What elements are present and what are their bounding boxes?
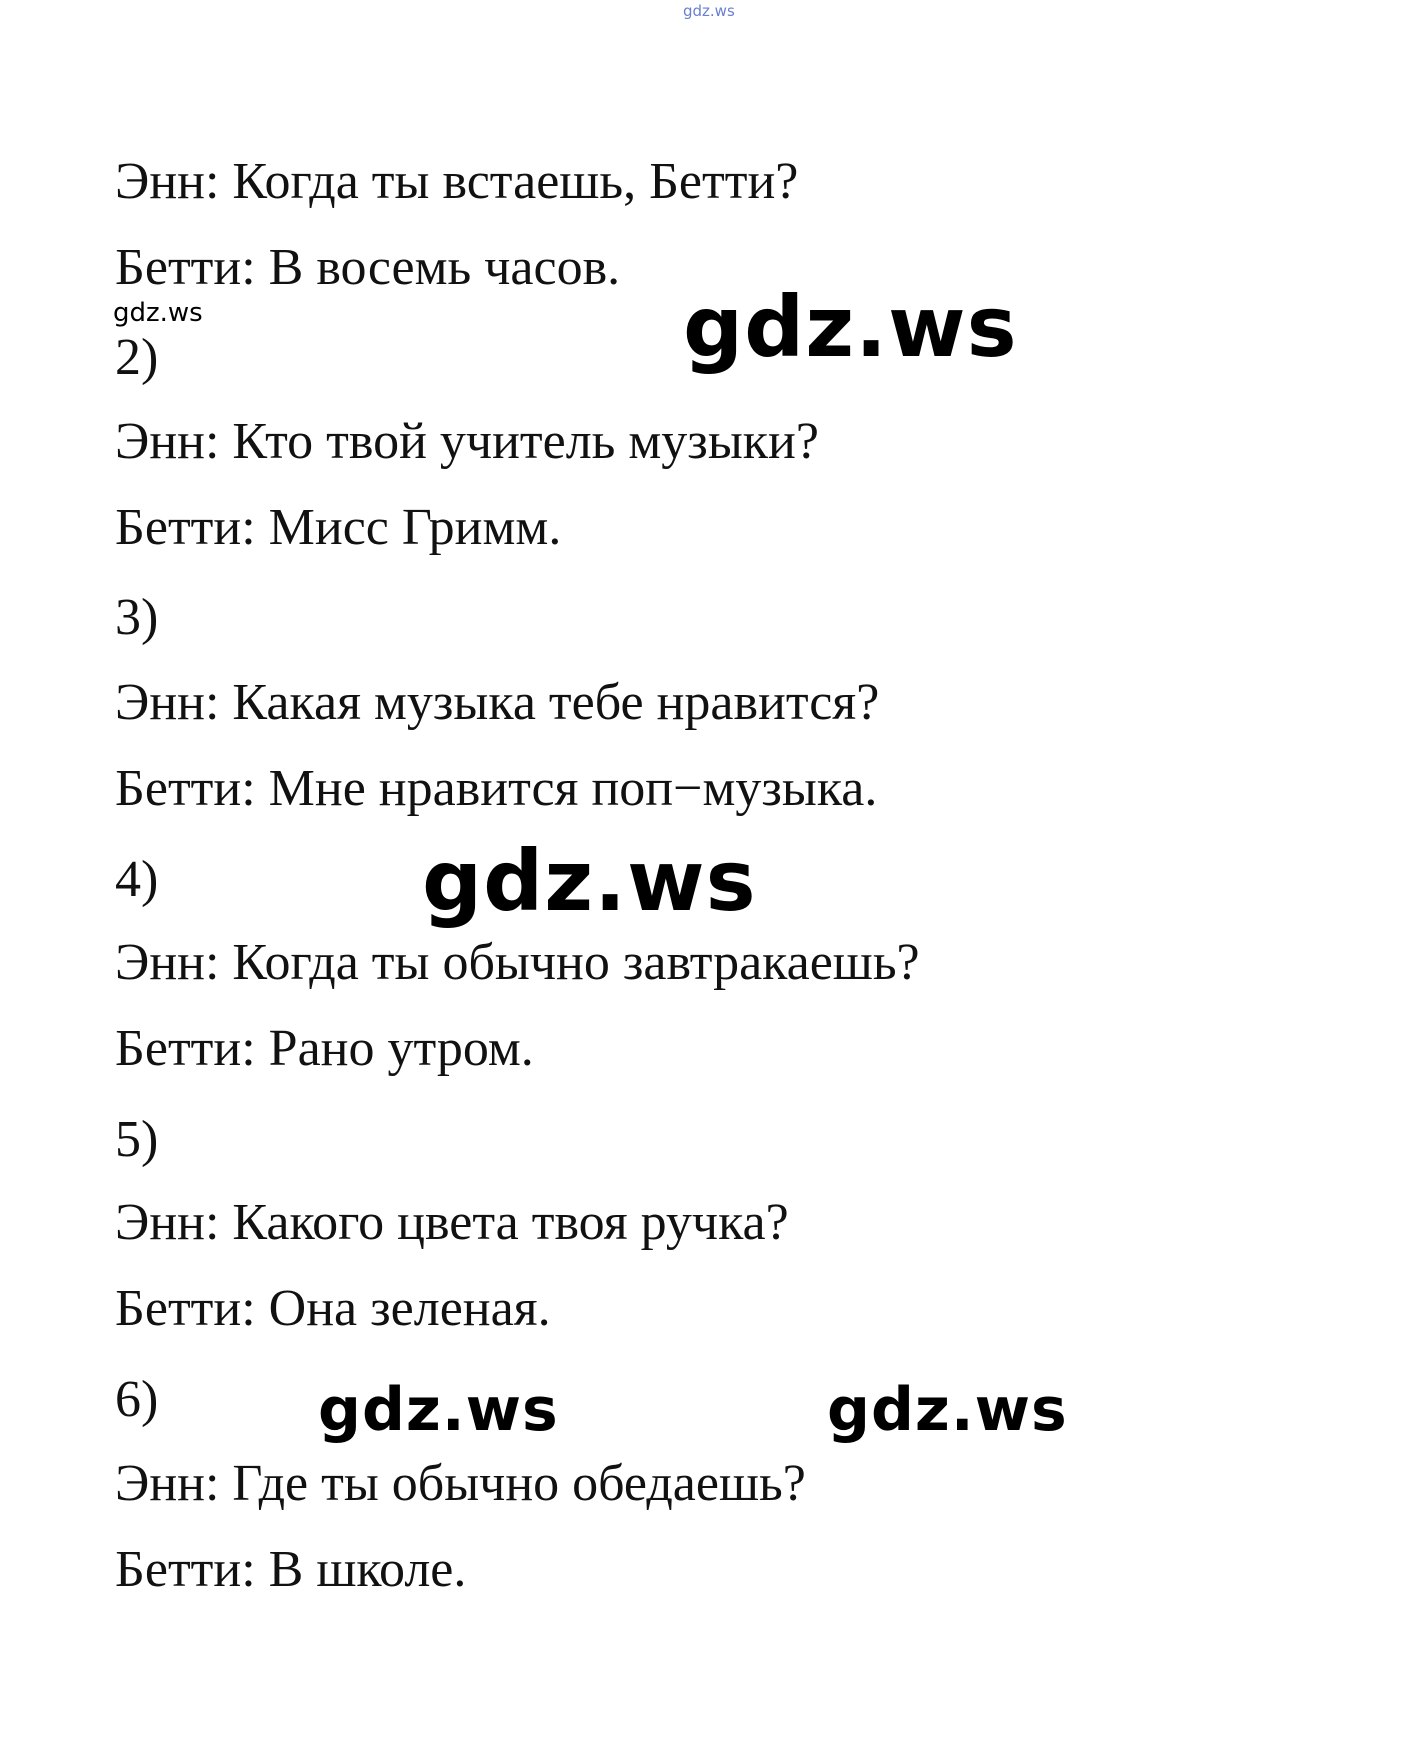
dialogue-line-2: Бетти: В восемь часов. — [115, 239, 621, 296]
dialogue-line-3: Энн: Кто твой учитель музыки? — [115, 413, 819, 470]
watermark-top: gdz.ws — [683, 2, 735, 20]
watermark-medium-1: gdz.ws — [318, 1375, 559, 1445]
watermark-large-1: gdz.ws — [683, 278, 1018, 376]
dialogue-line-12: Бетти: В школе. — [115, 1541, 467, 1598]
item-number-6: 6) — [115, 1371, 159, 1428]
item-number-5: 5) — [115, 1111, 159, 1168]
dialogue-line-11: Энн: Где ты обычно обедаешь? — [115, 1455, 806, 1512]
item-number-2: 2) — [115, 329, 159, 386]
dialogue-line-10: Бетти: Она зеленая. — [115, 1280, 551, 1337]
dialogue-line-6: Бетти: Мне нравится поп−музыка. — [115, 760, 878, 817]
dialogue-line-9: Энн: Какого цвета твоя ручка? — [115, 1194, 789, 1251]
dialogue-line-1: Энн: Когда ты встаешь, Бетти? — [115, 153, 799, 210]
dialogue-line-4: Бетти: Мисс Гримм. — [115, 499, 562, 556]
watermark-small: gdz.ws — [113, 298, 203, 328]
dialogue-line-5: Энн: Какая музыка тебе нравится? — [115, 674, 880, 731]
watermark-large-2: gdz.ws — [422, 832, 757, 930]
watermark-medium-2: gdz.ws — [827, 1375, 1068, 1445]
dialogue-line-8: Бетти: Рано утром. — [115, 1020, 534, 1077]
dialogue-line-7: Энн: Когда ты обычно завтракаешь? — [115, 934, 920, 991]
item-number-4: 4) — [115, 851, 159, 908]
item-number-3: 3) — [115, 589, 159, 646]
